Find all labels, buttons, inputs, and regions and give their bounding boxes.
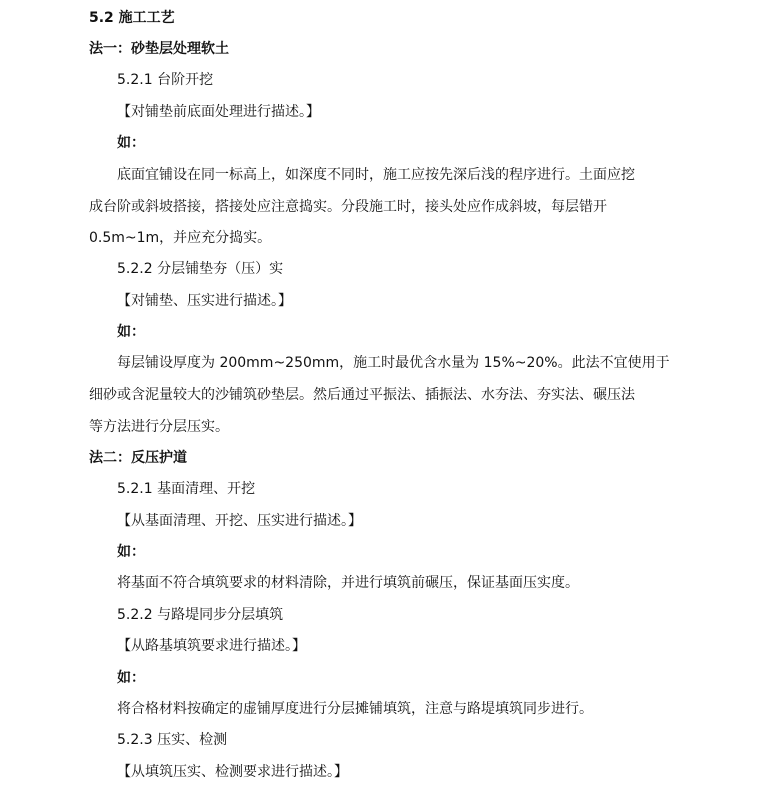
method2-s1-example-label: 如：	[117, 544, 145, 560]
method2-s1-body-line: 将基面不符合填筑要求的材料清除，并进行填筑前碾压，保证基面压实度。	[117, 575, 579, 591]
method2-s3-note: 【从填筑压实、检测要求进行描述。】	[117, 764, 348, 780]
method2-s1-heading: 5.2.1 基面清理、开挖	[117, 481, 256, 497]
method1-s2-heading: 5.2.2 分层铺垫夯（压）实	[117, 261, 284, 277]
method2-s2-note: 【从路基填筑要求进行描述。】	[117, 638, 306, 654]
method2-s3-heading: 5.2.3 压实、检测	[117, 732, 228, 748]
method1-s1-note: 【对铺垫前底面处理进行描述。】	[117, 104, 320, 120]
method1-s2-note: 【对铺垫、压实进行描述。】	[117, 293, 292, 309]
method1-s1-body-line: 成台阶或斜坡搭接，搭接处应注意捣实。分段施工时，接头处应作成斜坡，每层错开	[89, 199, 607, 215]
method1-s1-heading: 5.2.1 台阶开挖	[117, 72, 214, 88]
method1-s2-body-line: 等方法进行分层压实。	[89, 419, 229, 435]
method1-s2-body-line: 细砂或含泥量较大的沙铺筑砂垫层。然后通过平振法、插振法、水夯法、夯实法、碾压法	[89, 387, 635, 403]
method2-s1-note: 【从基面清理、开挖、压实进行描述。】	[117, 513, 362, 529]
method1-s2-body-line: 每层铺设厚度为 200mm~250mm，施工时最优含水量为 15%~20%。此法不宜使用于	[117, 355, 670, 371]
method2-s2-body-line: 将合格材料按确定的虚铺厚度进行分层摊铺填筑，注意与路堤填筑同步进行。	[117, 701, 593, 717]
method2-s2-heading: 5.2.2 与路堤同步分层填筑	[117, 607, 284, 623]
method2-s2-example-label: 如：	[117, 670, 145, 686]
method1-s1-body-line: 底面宜铺设在同一标高上，如深度不同时，施工应按先深后浅的程序进行。土面应挖	[117, 167, 635, 183]
section-title: 5.2 施工工艺	[89, 10, 175, 26]
method1-s1-example-label: 如：	[117, 135, 145, 151]
method1-s1-body-line: 0.5m~1m，并应充分捣实。	[89, 230, 272, 246]
method1-s2-example-label: 如：	[117, 324, 145, 340]
method2-title: 法二：反压护道	[89, 450, 187, 466]
method1-title: 法一：砂垫层处理软土	[89, 41, 229, 57]
